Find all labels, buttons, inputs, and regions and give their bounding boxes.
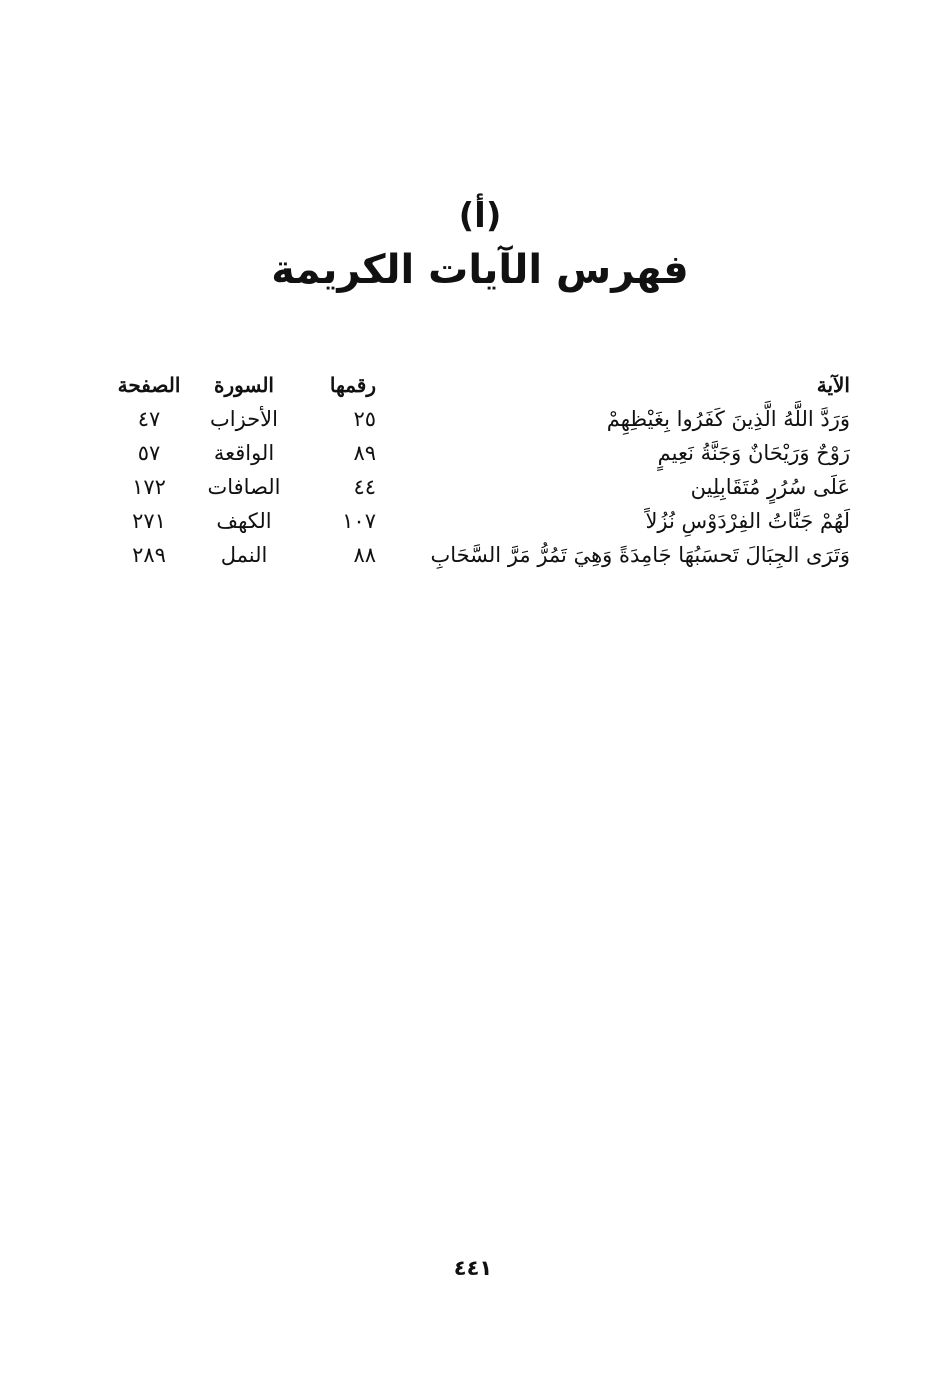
surah-name: الأحزاب bbox=[210, 407, 278, 431]
header-surah: السورة bbox=[214, 373, 274, 397]
verse-text: لَهُمْ جَنَّاتُ الفِرْدَوْسِ نُزُلاً bbox=[645, 509, 850, 533]
page-number: ١٧٢ bbox=[132, 475, 166, 499]
verse-number: ٤٤ bbox=[353, 475, 376, 499]
surah-name: الصافات bbox=[207, 475, 281, 499]
table-row bbox=[112, 470, 850, 504]
table-row bbox=[112, 436, 850, 470]
surah-name: الواقعة bbox=[213, 441, 275, 465]
surah-name: النمل bbox=[220, 543, 268, 567]
table-row bbox=[112, 538, 850, 572]
page-number: ٥٧ bbox=[137, 441, 161, 465]
verse-text: عَلَى سُرُرٍ مُتَقَابِلِين bbox=[690, 475, 850, 499]
table-row bbox=[112, 402, 850, 436]
page-folio-number: ٤٤١ bbox=[453, 1256, 493, 1280]
verses-index-table bbox=[112, 368, 850, 572]
page-number: ٢٧١ bbox=[132, 509, 166, 533]
header-page: الصفحة bbox=[117, 373, 181, 397]
header-verse-number: رقمها bbox=[329, 373, 376, 397]
verse-text: وَتَرَى الجِبَالَ تَحسَبُهَا جَامِدَةً وَهِيَ تَمُرُّ مَرَّ السَّحَابِ bbox=[430, 543, 850, 567]
surah-name: الكهف bbox=[216, 509, 272, 533]
page-number: ٢٨٩ bbox=[132, 543, 166, 567]
verse-number: ٢٥ bbox=[353, 407, 376, 431]
index-title: فهرس الآيات الكريمة bbox=[271, 247, 689, 293]
verse-number: ١٠٧ bbox=[342, 509, 376, 533]
header-verse: الآية bbox=[816, 373, 850, 397]
page-number: ٤٧ bbox=[137, 407, 161, 431]
table-row bbox=[112, 504, 850, 538]
verse-number: ٨٨ bbox=[353, 543, 376, 567]
verse-text: وَرَدَّ اللَّهُ الَّذِينَ كَفَرُوا بِغَيْظِهِمْ bbox=[606, 407, 850, 431]
table-header-row bbox=[112, 368, 850, 402]
verse-number: ٨٩ bbox=[353, 441, 376, 465]
index-number: (أ) bbox=[458, 196, 502, 236]
verse-text: رَوْحٌ وَرَيْحَانٌ وَجَنَّةُ نَعِيمٍ bbox=[657, 441, 850, 465]
